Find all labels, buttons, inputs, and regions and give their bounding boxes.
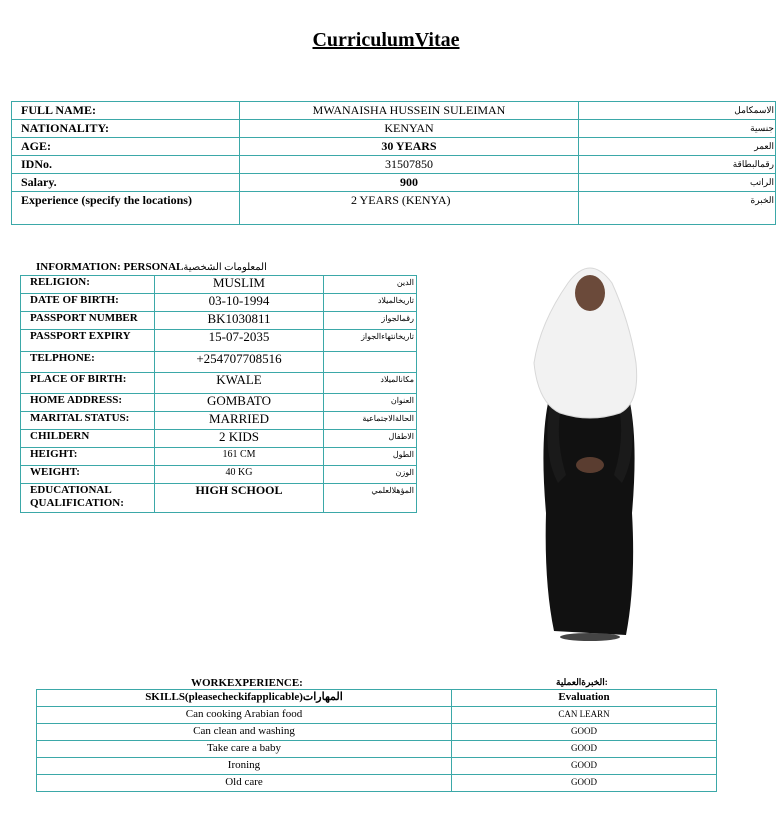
personal-arabic: [324, 352, 417, 373]
skills-row: [37, 741, 717, 758]
skills-row: [37, 707, 717, 724]
personal-label: PLACE OF BIRTH:: [21, 373, 155, 394]
summary-label: Experience (specify the locations): [12, 192, 240, 225]
skill-evaluation: GOOD: [452, 775, 717, 792]
summary-row: [12, 156, 776, 174]
skill-evaluation: GOOD: [452, 724, 717, 741]
skill-evaluation: GOOD: [452, 758, 717, 775]
summary-value: 31507850: [240, 156, 579, 174]
personal-label: PASSPORT NUMBER: [21, 312, 155, 330]
personal-label: HOME ADDRESS:: [21, 394, 155, 412]
personal-row: [21, 330, 417, 352]
summary-label: AGE:: [12, 138, 240, 156]
personal-arabic: الطول: [324, 448, 417, 466]
personal-arabic: مكانالميلاد: [324, 373, 417, 394]
personal-heading-text: INFORMATION: PERSONAL: [36, 261, 184, 273]
summary-arabic: الاسمكامل: [579, 102, 776, 120]
summary-label: IDNo.: [12, 156, 240, 174]
summary-label: Salary.: [12, 174, 240, 192]
personal-value: HIGH SCHOOL: [155, 484, 324, 513]
personal-arabic: تاريخانتهاءالجواز: [324, 330, 417, 352]
skill-evaluation: GOOD: [452, 741, 717, 758]
personal-value: 161 CM: [155, 448, 324, 466]
personal-value: +254707708516: [155, 352, 324, 373]
personal-arabic: الحالةالاجتماعية: [324, 412, 417, 430]
personal-value: 03-10-1994: [155, 294, 324, 312]
personal-label: WEIGHT:: [21, 466, 155, 484]
personal-value: 15-07-2035: [155, 330, 324, 352]
personal-label: EDUCATIONAL QUALIFICATION:: [21, 484, 155, 513]
skills-table: [36, 689, 717, 792]
personal-row: [21, 276, 417, 294]
summary-value: 2 YEARS (KENYA): [240, 192, 579, 225]
skill-name: Old care: [37, 775, 452, 792]
summary-value: 30 YEARS: [240, 138, 579, 156]
personal-arabic: الاطفال: [324, 430, 417, 448]
personal-label: TELPHONE:: [21, 352, 155, 373]
personal-heading-arabic: المعلومات الشخصية: [183, 262, 267, 273]
personal-label: RELIGION:: [21, 276, 155, 294]
personal-value: MARRIED: [155, 412, 324, 430]
summary-row: [12, 138, 776, 156]
summary-row: [12, 192, 776, 225]
personal-heading: [36, 261, 267, 273]
summary-value: 900: [240, 174, 579, 192]
personal-label: CHILDERN: [21, 430, 155, 448]
skill-name: Ironing: [37, 758, 452, 775]
personal-row: [21, 466, 417, 484]
personal-row: [21, 312, 417, 330]
skills-row: [37, 775, 717, 792]
work-experience-heading-arabic: الخبرةالعملية:: [556, 677, 608, 687]
summary-arabic: رقمالبطاقة: [579, 156, 776, 174]
evaluation-header: Evaluation: [452, 690, 717, 707]
personal-label: HEIGHT:: [21, 448, 155, 466]
summary-row: [12, 102, 776, 120]
summary-label: NATIONALITY:: [12, 120, 240, 138]
personal-arabic: الوزن: [324, 466, 417, 484]
personal-value: MUSLIM: [155, 276, 324, 294]
personal-arabic: تاريخالميلاد: [324, 294, 417, 312]
personal-row: [21, 394, 417, 412]
personal-arabic: العنوان: [324, 394, 417, 412]
summary-row: [12, 120, 776, 138]
summary-table: [11, 101, 776, 225]
personal-arabic: المؤهلالعلمي: [324, 484, 417, 513]
personal-row: [21, 373, 417, 394]
candidate-photo: [520, 253, 660, 643]
personal-table: [20, 275, 417, 513]
personal-label: DATE OF BIRTH:: [21, 294, 155, 312]
personal-row: [21, 294, 417, 312]
personal-label: PASSPORT EXPIRY: [21, 330, 155, 352]
personal-value: GOMBATO: [155, 394, 324, 412]
summary-arabic: جنسية: [579, 120, 776, 138]
skills-row: [37, 724, 717, 741]
summary-arabic: العمر: [579, 138, 776, 156]
personal-arabic: الدين: [324, 276, 417, 294]
personal-row: [21, 484, 417, 513]
personal-value: 40 KG: [155, 466, 324, 484]
work-experience-heading: WORKEXPERIENCE:: [191, 677, 303, 689]
summary-value: KENYAN: [240, 120, 579, 138]
skill-name: Take care a baby: [37, 741, 452, 758]
personal-value: 2 KIDS: [155, 430, 324, 448]
skills-row: [37, 758, 717, 775]
summary-label: FULL NAME:: [12, 102, 240, 120]
personal-row: [21, 352, 417, 373]
skills-header-row: [37, 690, 717, 707]
personal-row: [21, 412, 417, 430]
personal-label: MARITAL STATUS:: [21, 412, 155, 430]
summary-row: [12, 174, 776, 192]
skill-name: Can cooking Arabian food: [37, 707, 452, 724]
personal-value: BK1030811: [155, 312, 324, 330]
personal-row: [21, 430, 417, 448]
summary-arabic: الخبرة: [579, 192, 776, 225]
summary-arabic: الراتب: [579, 174, 776, 192]
skill-evaluation: CAN LEARN: [452, 707, 717, 724]
personal-arabic: رقمالجواز: [324, 312, 417, 330]
skill-name: Can clean and washing: [37, 724, 452, 741]
summary-value: MWANAISHA HUSSEIN SULEIMAN: [240, 102, 579, 120]
cv-title: CurriculumVitae: [312, 29, 460, 51]
skills-header: SKILLS(pleasecheckifapplicable)المهارات: [37, 690, 452, 707]
personal-value: KWALE: [155, 373, 324, 394]
personal-row: [21, 448, 417, 466]
